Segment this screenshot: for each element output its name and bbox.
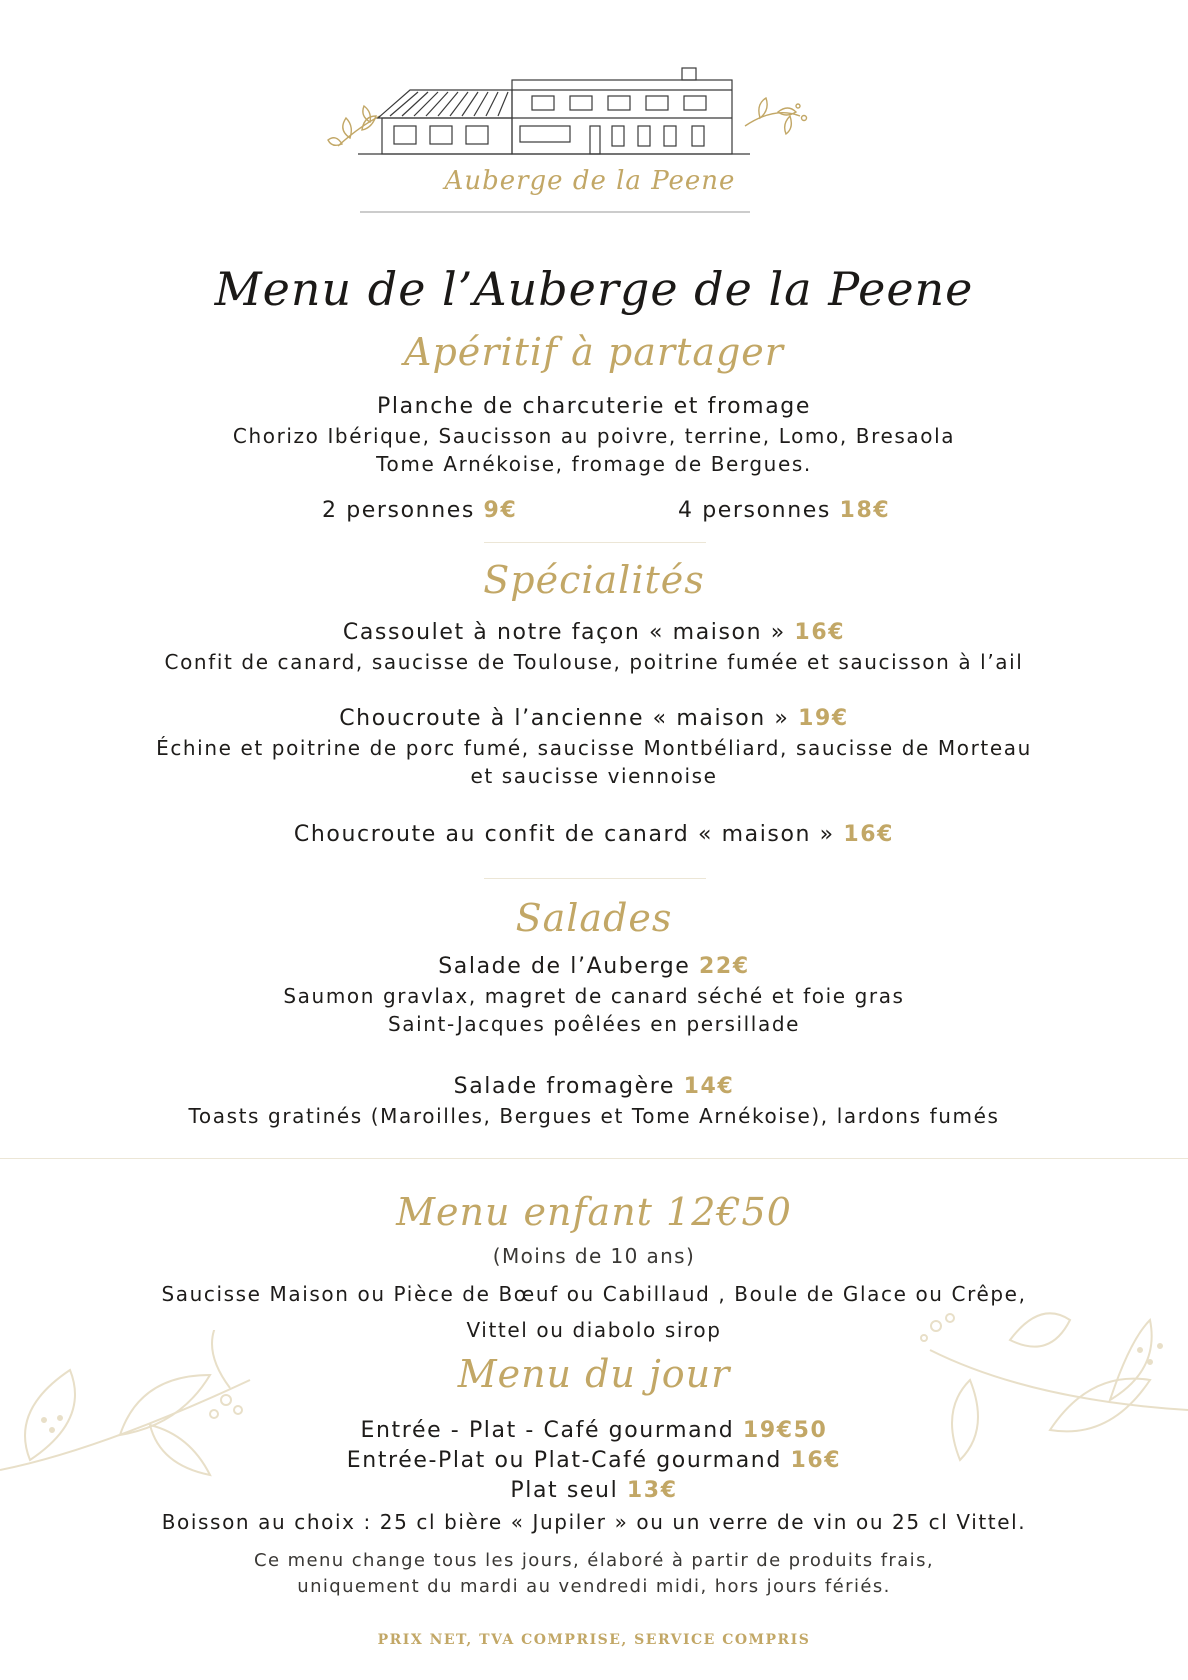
menu-item-desc: et saucisse viennoise [470,764,718,788]
price: 16€ [794,620,846,645]
price-option-2-persons: 2 personnes 9€ [322,498,518,523]
menu-item-desc: Saint-Jacques poêlées en persillade [387,1012,801,1036]
age-note: (Moins de 10 ans) [492,1244,696,1268]
section-heading-menu-du-jour: Menu du jour [457,1352,731,1396]
building-illustration [320,66,860,236]
section-heading-aperitif: Apéritif à partager [404,330,784,374]
menu-note: uniquement du mardi au vendredi midi, hors jours fériés. [297,1576,891,1597]
menu-item-name: Planche de charcuterie et fromage [377,394,811,419]
menu-enfant-line: Vittel ou diabolo sirop [466,1318,722,1342]
price: 19€ [798,706,849,731]
formula-line: Plat seul 13€ [510,1478,678,1503]
formula-line: Entrée - Plat - Café gourmand 19€50 [360,1418,828,1443]
price: 16€ [843,822,895,847]
section-heading-menu-enfant: Menu enfant 12€50 [396,1190,792,1234]
price: 16€ [790,1448,842,1473]
menu-item-name: Salade fromagère 14€ [453,1074,735,1099]
price: 9€ [483,498,518,523]
menu-item-name: Choucroute au confit de canard « maison » 16€ [293,822,895,847]
brand-name: Auberge de la Peene [444,166,736,196]
menu-item-name: Salade de l’Auberge 22€ [438,954,750,979]
price: 14€ [683,1074,735,1099]
menu-item-desc: Échine et poitrine de porc fumé, saucisse Montbéliard, saucisse de Morteau [156,736,1032,760]
section-heading-salades: Salades [515,896,673,940]
price: 18€ [839,498,891,523]
menu-item-desc: Confit de canard, saucisse de Toulouse, poitrine fumée et saucisson à l’ail [164,650,1024,674]
menu-item-name: Choucroute à l’ancienne « maison » 19€ [339,706,849,731]
menu-item-desc: Saumon gravlax, magret de canard séché et foie gras [283,984,905,1008]
laurel-branch-left-icon [328,106,380,146]
price-option-4-persons: 4 personnes 18€ [678,498,891,523]
divider [484,542,706,543]
formula-line: Entrée-Plat ou Plat-Café gourmand 16€ [346,1448,842,1473]
divider [0,1158,1188,1159]
menu-item-desc: Chorizo Ibérique, Saucisson au poivre, terrine, Lomo, Bresaola [232,424,956,448]
footer-legal: PRIX NET, TVA COMPRISE, SERVICE COMPRIS [377,1632,811,1648]
menu-item-name: Cassoulet à notre façon « maison » 16€ [342,620,846,645]
menu-enfant-line: Saucisse Maison ou Pièce de Bœuf ou Cabillaud , Boule de Glace ou Crêpe, [161,1282,1027,1306]
laurel-branch-right-icon [745,98,807,134]
page-title: Menu de l’Auberge de la Peene [214,262,974,316]
price: 22€ [699,954,750,979]
price: 19€50 [742,1418,828,1443]
price: 13€ [626,1478,678,1503]
boisson-line: Boisson au choix : 25 cl bière « Jupiler » ou un verre de vin ou 25 cl Vittel. [161,1510,1027,1534]
menu-item-desc: Tome Arnékoise, fromage de Bergues. [376,452,812,476]
section-heading-specialites: Spécialités [483,558,705,602]
divider [484,878,706,879]
menu-note: Ce menu change tous les jours, élaboré à partir de produits frais, [254,1550,934,1571]
menu-item-desc: Toasts gratinés (Maroilles, Bergues et Tome Arnékoise), lardons fumés [188,1104,1000,1128]
